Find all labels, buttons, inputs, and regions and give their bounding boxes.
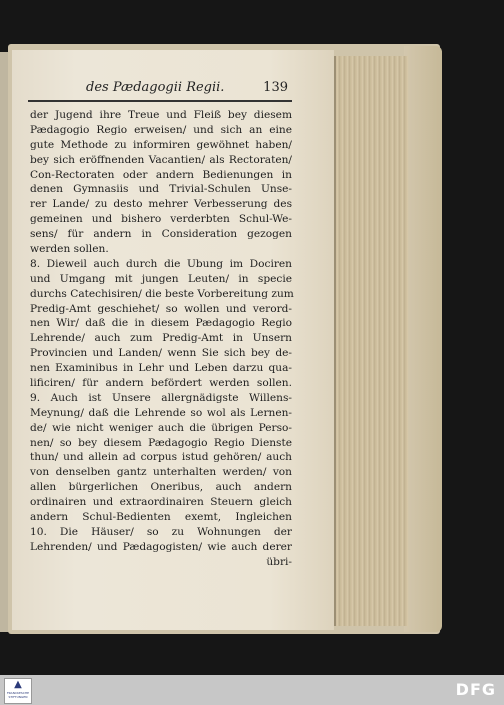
text-line: lificiren/ für andern befördert werden sollen. — [30, 377, 292, 390]
dfg-logo[interactable]: DFG — [455, 680, 496, 699]
text-line: ordinairen und extraordinairen Steuern gleich — [30, 496, 292, 509]
text-line: sens/ für andern in Consideration gezogen — [30, 228, 292, 241]
page-header — [66, 78, 288, 100]
running-head: des Pædagogii Regii. — [86, 80, 225, 95]
page-block-edge — [334, 56, 408, 626]
text-line: Con-Rectoraten oder andern Bedienungen in — [30, 168, 292, 181]
text-line: von denselben gantz unterhalten werden/ von — [30, 466, 292, 479]
text-line: denen Gymnasiis und Trivial-Schulen Unse- — [30, 183, 292, 196]
library-logo[interactable] — [4, 678, 32, 704]
text-line: rer Lande/ zu desto mehrer Verbesserung des — [30, 198, 292, 211]
text-line: andern Schul-Bedienten exemt, Ingleichen — [30, 511, 292, 524]
header-rule — [28, 100, 292, 102]
text-line: nen Wir/ daß die in diesem Pædagogio Regio — [30, 317, 292, 330]
text-line: 9. Auch ist Unsere allergnädigste Willens- — [30, 391, 292, 404]
text-line: Lehrenden/ und Pædagogisten/ wie auch derer — [30, 540, 292, 553]
page-number: 139 — [263, 80, 288, 95]
text-line: nen/ so bey diesem Pædagogio Regio Dienste — [30, 436, 292, 449]
text-line: durchs Catechisiren/ die beste Vorbereitung zum — [30, 287, 294, 300]
text-line: Lehrende/ auch zum Predig-Amt in Unsern — [30, 332, 292, 345]
text-line: Provincien und Landen/ wenn Sie sich bey de- — [30, 347, 292, 360]
text-line: Pædagogio Regio erweisen/ und sich an eine — [30, 123, 292, 136]
text-line: 10. Die Häuser/ so zu Wohnungen der — [30, 525, 292, 538]
text-line: allen bürgerlichen Oneribus, auch andern — [30, 481, 292, 494]
book-cover-edge — [404, 46, 442, 632]
text-line: gemeinen und bishero verderbten Schul-We- — [30, 213, 292, 226]
text-line: bey sich eröffnenden Vacantien/ als Rectoraten/ — [30, 153, 292, 166]
text-line: nen Examinibus in Lehr und Leben darzu qua- — [30, 362, 292, 375]
text-line: Meynung/ daß die Lehrende so wol als Lernen- — [30, 406, 292, 419]
text-line: thun/ und allein ad corpus istud gehören/ auch — [30, 451, 292, 464]
text-line: übri- — [266, 555, 292, 568]
text-line: werden sollen. — [30, 243, 109, 256]
library-logo-text: FRANCKESCHE STIFTUNGEN — [6, 691, 30, 699]
body-text — [30, 108, 292, 570]
text-line: der Jugend ihre Treue und Fleiß bey diesem — [30, 109, 292, 121]
viewer-footer-bar — [0, 675, 504, 705]
text-line: gute Methode zu informiren gewöhnet haben/ — [30, 138, 292, 151]
text-line: Predig-Amt geschiehet/ so wollen und verord- — [30, 302, 292, 315]
library-logo-icon: ▲ — [14, 679, 22, 690]
text-line: und Umgang mit jungen Leuten/ in specie — [30, 272, 292, 285]
text-line: de/ wie nicht weniger auch die übrigen Perso- — [30, 421, 292, 434]
text-line: 8. Dieweil auch durch die Ubung im Dociren — [30, 257, 292, 270]
